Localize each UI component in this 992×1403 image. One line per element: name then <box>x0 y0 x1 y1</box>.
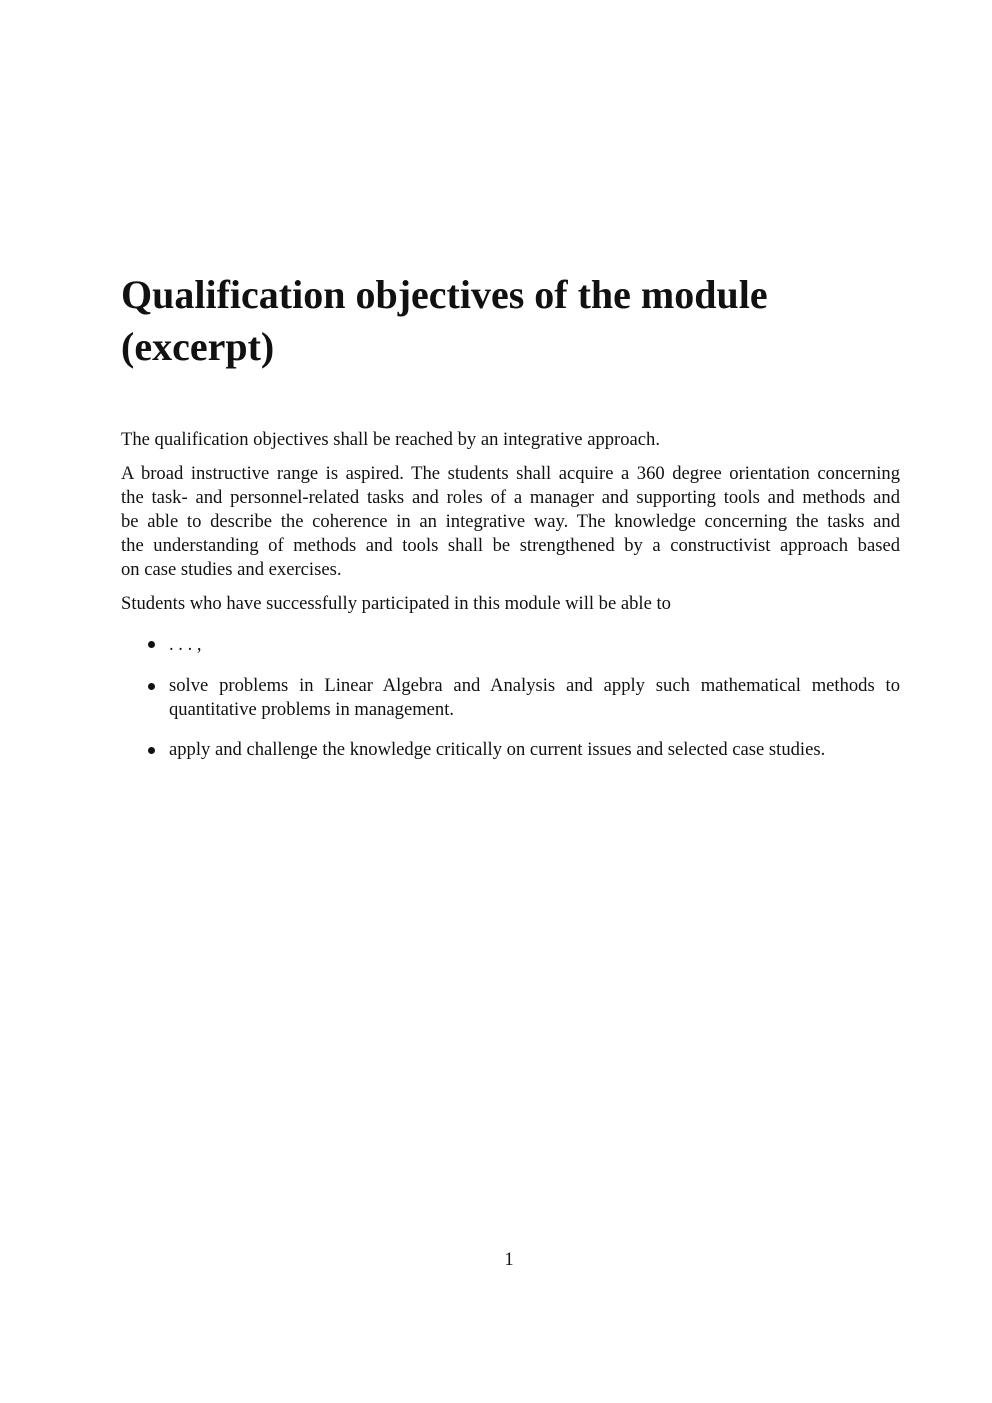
page-title-line-1: Qualification objectives of the module <box>121 272 768 317</box>
lead-in-text: Students who have successfully participated in this module will be able to <box>121 593 671 614</box>
list-item-continued: quantitative problems in management. <box>169 699 455 720</box>
list-item: apply and challenge the knowledge critically on current issues and selected case studies. <box>169 739 826 760</box>
paragraph-line: on case studies and exercises. <box>121 559 342 580</box>
paragraph-line: be able to describe the coherence in an integrative way. The knowledge concerning the tasks and <box>121 511 900 532</box>
paragraph-line: the understanding of methods and tools shall be strengthened by a constructivist approach based <box>121 535 900 556</box>
list-item: . . . , <box>169 634 202 655</box>
list-item: solve problems in Linear Algebra and Analysis and apply such mathematical methods to <box>169 675 900 696</box>
page-title-line-2: (excerpt) <box>121 324 275 369</box>
bullet-icon <box>148 641 155 648</box>
bullet-icon <box>148 747 155 754</box>
page-number: 1 <box>504 1249 514 1270</box>
paragraph-line: A broad instructive range is aspired. The students shall acquire a 360 degree orientation concerning <box>121 463 900 484</box>
bullet-icon <box>148 683 155 690</box>
paragraph-line: the task- and personnel-related tasks and roles of a manager and supporting tools and methods and <box>121 487 900 508</box>
intro-text: The qualification objectives shall be reached by an integrative approach. <box>121 429 660 450</box>
